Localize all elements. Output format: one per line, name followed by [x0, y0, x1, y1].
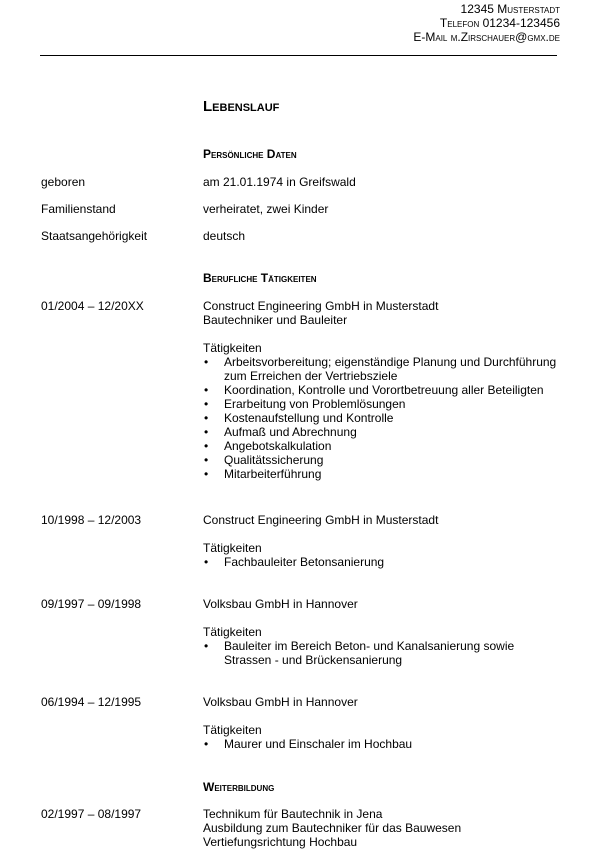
phone-line: Telefon 01234-123456: [439, 16, 560, 30]
task-item: • Aufmaß und Abrechnung: [203, 425, 568, 439]
task-list: [203, 639, 568, 667]
work-details: [203, 695, 568, 751]
task-item: • Angebotskalkulation: [203, 439, 568, 453]
contact-header: [413, 2, 560, 44]
task-text: • Bauleiter im Bereich Beton- und Kanalsanierung sowie: [224, 639, 515, 653]
task-list: [203, 555, 568, 569]
work-details: [203, 299, 568, 481]
task-item: [203, 639, 568, 667]
page-title: Lebenslauf: [203, 98, 280, 115]
address-line: 12345 Musterstadt: [460, 2, 560, 16]
personal-label: Familienstand: [41, 202, 116, 216]
work-role: Bautechniker und Bauleiter: [203, 313, 348, 327]
education-line: Technikum für Bautechnik in Jena: [203, 807, 383, 821]
section-heading-education: Weiterbildung: [203, 780, 275, 794]
task-item: • Koordination, Kontrolle und Vorortbetreuung aller Beteiligten: [203, 383, 568, 397]
personal-label: geboren: [41, 175, 86, 189]
task-text-continued: Strassen - und Brückensanierung: [224, 653, 403, 667]
work-details: [203, 513, 568, 569]
task-item: • Qualitätssicherung: [203, 453, 568, 467]
task-item: • Maurer und Einschaler im Hochbau: [203, 737, 568, 751]
work-details: [203, 597, 568, 667]
task-item: • Kostenaufstellung und Kontrolle: [203, 411, 568, 425]
work-date: 10/1998 – 12/2003: [41, 513, 142, 527]
work-company: Volksbau GmbH in Hannover: [203, 597, 358, 611]
tasks-label: Tätigkeiten: [203, 541, 262, 555]
work-date: 06/1994 – 12/1995: [41, 695, 142, 709]
education-details: [203, 807, 568, 849]
personal-value: deutsch: [203, 229, 246, 243]
work-date: 09/1997 – 09/1998: [41, 597, 142, 611]
tasks-label: Tätigkeiten: [203, 341, 262, 355]
work-company: Construct Engineering GmbH in Musterstadt: [203, 299, 439, 313]
tasks-label: Tätigkeiten: [203, 723, 262, 737]
section-heading-work: Berufliche Tätigkeiten: [203, 271, 317, 285]
personal-label: Staatsangehörigkeit: [41, 229, 148, 243]
task-item: [203, 355, 568, 383]
task-item: • Fachbauleiter Betonsanierung: [203, 555, 568, 569]
education-line: Ausbildung zum Bautechniker für das Bauwesen: [203, 821, 462, 835]
work-company: Volksbau GmbH in Hannover: [203, 695, 358, 709]
education-date: 02/1997 – 08/1997: [41, 807, 142, 821]
task-text-continued: zum Erreichen der Vertriebsziele: [224, 369, 398, 383]
personal-value: am 21.01.1974 in Greifswald: [203, 175, 356, 189]
tasks-label: Tätigkeiten: [203, 625, 262, 639]
work-date: 01/2004 – 12/20XX: [41, 299, 144, 313]
section-heading-personal: Persönliche Daten: [203, 147, 297, 161]
personal-value: verheiratet, zwei Kinder: [203, 202, 329, 216]
task-item: • Mitarbeiterführung: [203, 467, 568, 481]
work-company: Construct Engineering GmbH in Musterstadt: [203, 513, 439, 527]
task-list: [203, 355, 568, 481]
education-line: Vertiefungsrichtung Hochbau: [203, 835, 358, 849]
task-text: • Arbeitsvorbereitung; eigenständige Planung und Durchführung: [224, 355, 557, 369]
email-line: E-Mail m.Zirschauer@gmx.de: [413, 30, 560, 44]
header-divider: [40, 55, 557, 56]
task-list: [203, 737, 568, 751]
task-item: • Erarbeitung von Problemlösungen: [203, 397, 568, 411]
